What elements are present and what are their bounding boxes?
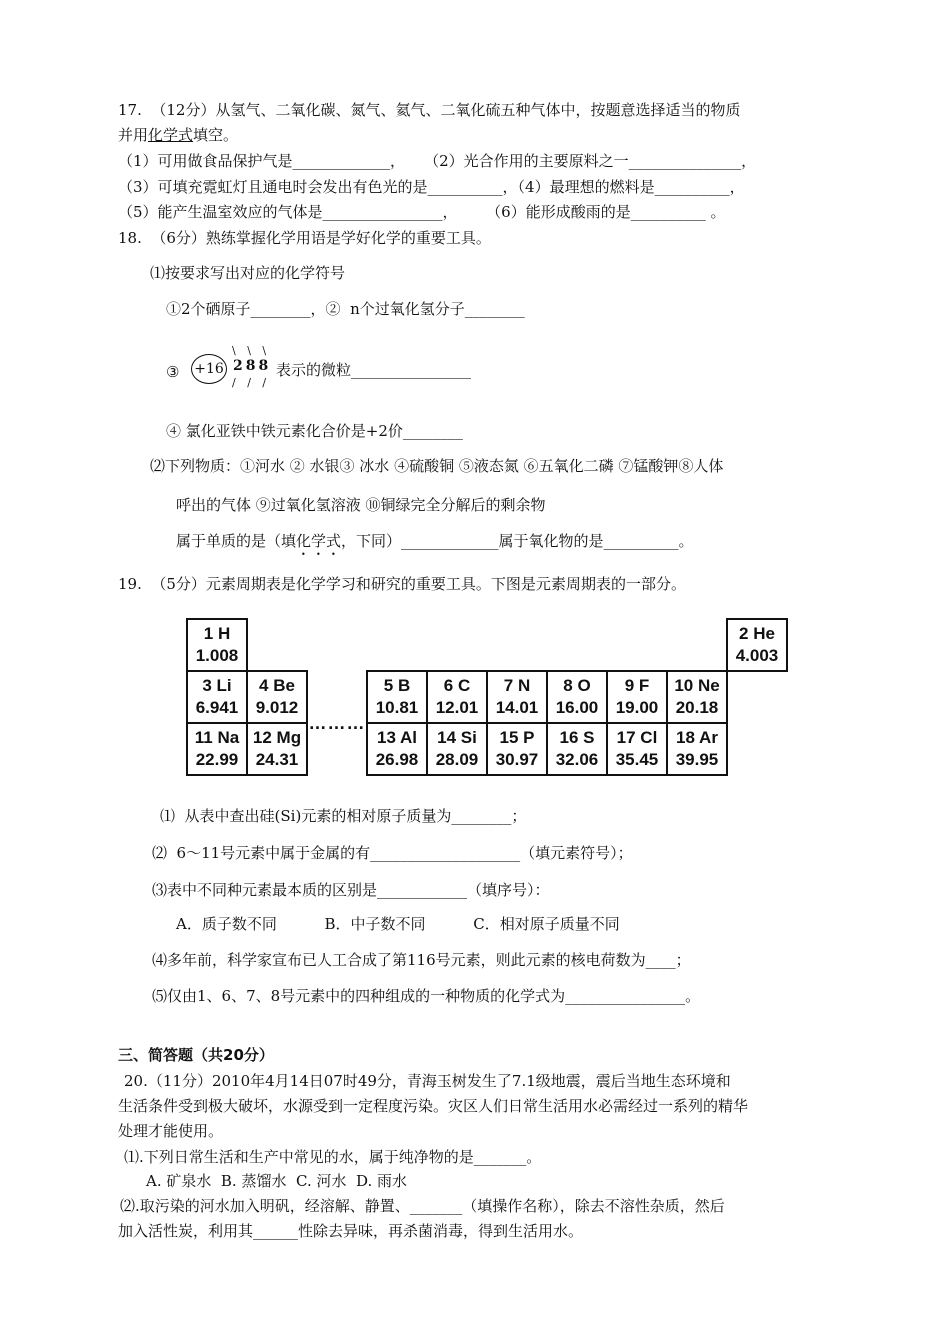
shell-arcs-bottom: / / / <box>232 376 271 389</box>
q19-line-1: 19. （5分）元素周期表是化学学习和研究的重要工具。下图是元素周期表的一部分。 <box>118 575 686 593</box>
q17-text: 并用 <box>118 126 149 144</box>
element-cell-s: 16 S 32.06 <box>547 723 607 775</box>
q18-text: 属于单质的是（填 <box>176 532 297 550</box>
element-cell-n: 7 N 14.01 <box>487 671 547 723</box>
period-2 <box>187 671 787 723</box>
q20-sub-2-line-2: 加入活性炭，利用其______性除去异味，再杀菌消毒，得到生活用水。 <box>118 1222 584 1240</box>
periodic-table <box>186 618 788 776</box>
q18-item-4: ④ 氯化亚铁中铁元素化合价是+2价________ <box>166 422 463 440</box>
atom-nucleus-diagram <box>191 354 227 384</box>
q20-line-2: 生活条件受到极大破坏，水源受到一定程度污染。灾区人们日常生活用水必需经过一系列的精华 <box>118 1097 749 1115</box>
q18-part-2-line-3 <box>176 531 694 559</box>
q17-item-1-2: （1）可用做食品保护气是_____________， （2）光合作用的主要原料之一_______________， <box>118 152 757 170</box>
q20-line-3: 处理才能使用。 <box>118 1122 224 1140</box>
nucleus-circle: +16 <box>191 354 227 384</box>
q19-sub-1: ⑴ 从表中查出硅(Si)元素的相对原子质量为________； <box>160 807 527 825</box>
q17-text-end: 填空。 <box>193 126 239 144</box>
element-cell-li: 3 Li 6.941 <box>187 671 247 723</box>
element-cell-o: 8 O 16.00 <box>547 671 607 723</box>
q18-item-3-text: 表示的微粒________________ <box>276 361 472 379</box>
q17-item-5-6: （5）能产生温室效应的气体是________________， （6）能形成酸雨的是__________ 。 <box>118 203 726 221</box>
q18-emphasis-term: 化学式 <box>296 532 342 550</box>
q17-line-2 <box>118 125 238 145</box>
element-cell-f: 9 F 19.00 <box>607 671 667 723</box>
q18-part-2-line-2: 呼出的气体 ⑨过氧化氢溶液 ⑩铜绿完全分解后的剩余物 <box>176 496 546 514</box>
q19-sub-5: ⑸仅由1、6、7、8号元素中的四种组成的一种物质的化学式为________________。 <box>152 987 701 1005</box>
q20-sub-1: ⑴.下列日常生活和生产中常见的水，属于纯净物的是_______。 <box>124 1148 542 1166</box>
element-cell-na: 11 Na 22.99 <box>187 723 247 775</box>
shell-arcs-top: \ \ \ <box>232 344 271 357</box>
element-cell-cl: 17 Cl 35.45 <box>607 723 667 775</box>
dotted-gap: ……… <box>308 713 366 733</box>
element-cell-mg: 12 Mg 24.31 <box>247 723 307 775</box>
element-cell-ar: 18 Ar 39.95 <box>667 723 727 775</box>
q18-text-end: ，下同）_____________属于氧化物的是__________。 <box>341 532 694 550</box>
q17-item-3-4: （3）可填充霓虹灯且通电时会发出有色光的是__________，（4）最理想的燃料是__________， <box>118 178 745 196</box>
section-3-title: 三、简答题（共20分） <box>118 1046 274 1064</box>
q18-part-1-title: ⑴按要求写出对应的化学符号 <box>150 264 346 282</box>
element-cell-h: 1 H 1.008 <box>187 619 247 671</box>
q18-part-1-items: ①2个硒原子________，② n个过氧化氢分子________ <box>166 300 525 318</box>
q19-sub-3: ⑶表中不同种元素最本质的区别是____________（填序号）： <box>152 881 550 899</box>
q18-item-3-label: ③ <box>166 363 180 381</box>
q17-underlined-term: 化学式 <box>148 126 194 144</box>
q18-part-2-line-1: ⑵下列物质：①河水 ② 水银③ 冰水 ④硫酸铜 ⑤液态氮 ⑥五氧化二磷 ⑦锰酸钾⑧人体 <box>150 457 724 475</box>
q20-sub-2-line-1: ⑵.取污染的河水加入明矾，经溶解、静置、_______（填操作名称），除去不溶性杂质，然后 <box>120 1197 725 1215</box>
q18-line-1: 18. （6分）熟练掌握化学用语是学好化学的重要工具。 <box>118 229 491 247</box>
q19-sub-3-options: A．质子数不同 B．中子数不同 C．相对原子质量不同 <box>176 915 620 933</box>
element-cell-c: 6 C 12.01 <box>427 671 487 723</box>
element-cell-ne: 10 Ne 20.18 <box>667 671 727 723</box>
q19-sub-2: ⑵ 6～11号元素中属于金属的有____________________（填元素符号）； <box>152 844 633 862</box>
q20-sub-1-options: A. 矿泉水 B. 蒸馏水 C. 河水 D. 雨水 <box>146 1172 408 1190</box>
q19-sub-4: ⑷多年前，科学家宣布已人工合成了第116号元素，则此元素的核电荷数为____； <box>152 951 691 969</box>
element-cell-al: 13 Al 26.98 <box>367 723 427 775</box>
period-1 <box>187 619 787 671</box>
q17-line-1: 17. （12分）从氢气、二氧化碳、氮气、氦气、二氧化硫五种气体中，按题意选择适当的物质 <box>118 101 741 119</box>
element-cell-b: 5 B 10.81 <box>367 671 427 723</box>
electron-shells: 288 <box>233 358 272 374</box>
period-3 <box>187 723 787 775</box>
element-cell-he: 2 He 4.003 <box>727 619 787 671</box>
element-cell-si: 14 Si 28.09 <box>427 723 487 775</box>
element-cell-be: 4 Be 9.012 <box>247 671 307 723</box>
element-cell-p: 15 P 30.97 <box>487 723 547 775</box>
q20-line-1: 20.（11分）2010年4月14日07时49分，青海玉树发生了7.1级地震，震后当地生态环境和 <box>124 1072 731 1090</box>
